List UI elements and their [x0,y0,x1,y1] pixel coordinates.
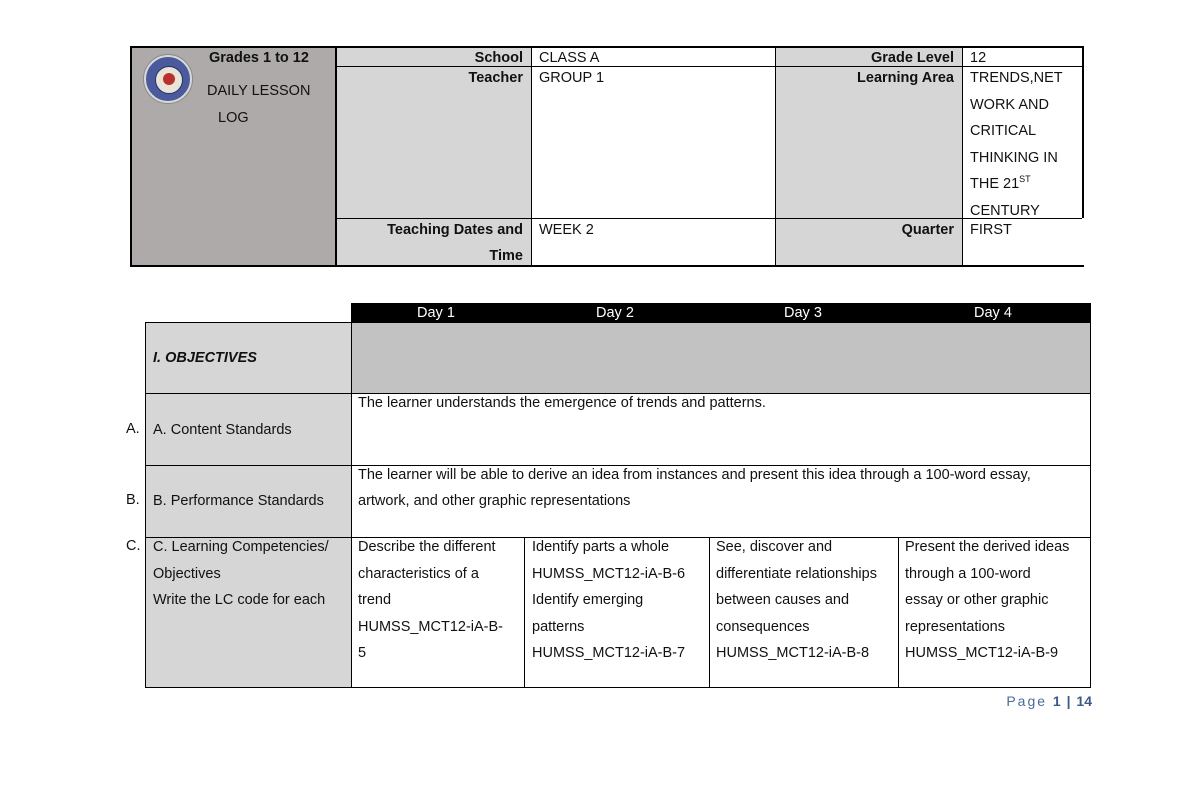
school-value: CLASS A [539,50,600,66]
log-title-line1: DAILY LESSON [207,83,311,99]
quarter-label: Quarter [901,222,954,238]
row-marker-a: A. [126,421,140,437]
competencies-day1: Describe the different characteristics of a trend HUMSS_MCT12-iA-B- 5 [358,539,504,661]
page-separator: | [1066,693,1071,709]
performance-standards-text-line2: artwork, and other graphic representations [358,493,631,509]
performance-standards-label: B. Performance Standards [153,493,324,509]
competencies-label: C. Learning Competencies/ Objectives Write the LC code for each [153,539,329,608]
quarter-value: FIRST [970,222,1012,238]
school-label: School [474,50,523,66]
dates-label-line2: Time [489,248,523,264]
day-4-header: Day 4 [974,305,1012,321]
header-title-block [132,48,336,265]
header-labels-col2 [776,48,962,265]
learning-area-label: Learning Area [857,70,954,86]
content-standards-text: The learner understands the emergence of trends and patterns. [358,395,766,411]
page-footer [1006,693,1092,709]
page-word: Page [1006,693,1048,709]
day-3-header: Day 3 [784,305,822,321]
competencies-day4: Present the derived ideas through a 100-word essay or other graphic representations HUMSS_MCT12-iA-B-9 [905,539,1070,661]
objectives-table [145,322,1091,688]
day-1-header: Day 1 [417,305,455,321]
grade-level-value: 12 [970,50,987,66]
header-labels-col1 [337,48,531,265]
row-marker-b: B. [126,492,140,508]
performance-standards-text-line1: The learner will be able to derive an idea from instances and present this idea through a 100-word essay, [358,467,1031,483]
dates-value: WEEK 2 [539,222,594,238]
grade-level-label: Grade Level [870,50,954,66]
objectives-title: I. OBJECTIVES [153,350,257,366]
content-standards-label: A. Content Standards [153,422,292,438]
page-total: 14 [1076,693,1092,709]
dates-label-line1: Teaching Dates and [387,222,523,238]
competencies-day3: See, discover and differentiate relationships between causes and consequences HUMSS_MCT12-iA-B-8 [716,539,877,661]
row-marker-c: C. [126,538,141,554]
day-2-header: Day 2 [596,305,634,321]
competencies-day2: Identify parts a whole HUMSS_MCT12-iA-B-6 Identify emerging patterns HUMSS_MCT12-iA-B-7 [532,539,686,661]
lesson-log-header [130,46,1084,267]
deped-seal-icon [144,55,192,103]
learning-area-value: TRENDS,NET WORK AND CRITICAL THINKING IN THE 21ST CENTURY [970,70,1063,219]
grades-label: Grades 1 to 12 [209,50,309,66]
teacher-label: Teacher [468,70,523,86]
log-title-line2: LOG [218,110,249,126]
page-number: 1 [1052,693,1061,709]
teacher-value: GROUP 1 [539,70,605,86]
